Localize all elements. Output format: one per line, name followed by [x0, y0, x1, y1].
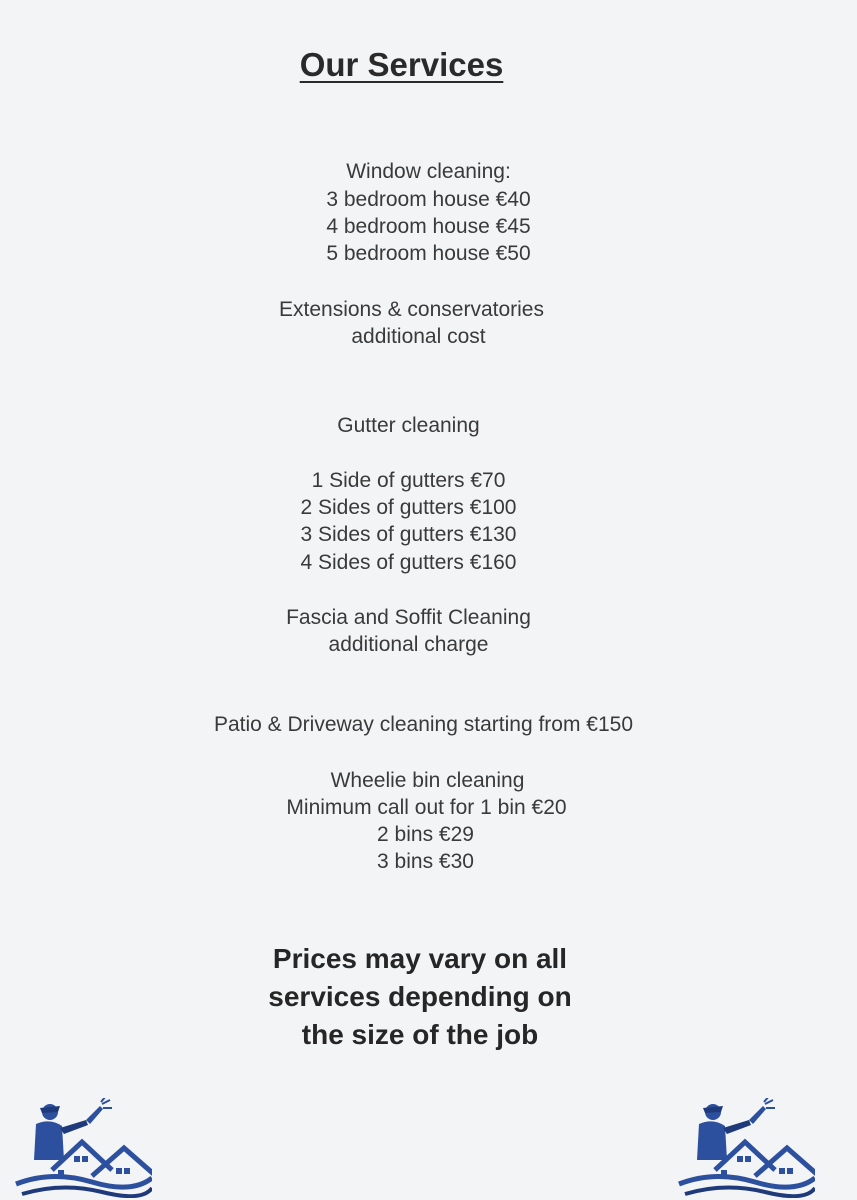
wheelie-bin-heading: Wheelie bin cleaning [330, 769, 525, 792]
window-price-item: 3 bedroom house €40 [326, 188, 531, 211]
bin-price-item: 2 bins €29 [377, 823, 474, 846]
patio-driveway-line: Patio & Driveway cleaning starting from €150 [213, 713, 634, 736]
company-logo-right [675, 1098, 815, 1198]
bin-price-item: 3 bins €30 [377, 850, 474, 873]
window-cleaning-heading: Window cleaning: [346, 160, 511, 183]
gutter-price-item: 4 Sides of gutters €160 [300, 551, 517, 574]
price-disclaimer-line: services depending on [268, 981, 572, 1012]
price-disclaimer-line: the size of the job [301, 1019, 539, 1050]
gutter-price-item: 2 Sides of gutters €100 [300, 496, 517, 519]
window-extra-note: Extensions & conservatories [279, 298, 544, 321]
gutter-extra-note: Fascia and Soffit Cleaning [286, 606, 531, 629]
gutter-cleaning-heading: Gutter cleaning [337, 414, 480, 437]
window-price-item: 5 bedroom house €50 [326, 242, 531, 265]
gutter-price-item: 1 Side of gutters €70 [311, 469, 506, 492]
page-title: Our Services [299, 46, 504, 83]
bin-price-item: Minimum call out for 1 bin €20 [286, 796, 567, 819]
company-logo-left [12, 1098, 152, 1198]
window-extra-note: additional cost [351, 325, 486, 348]
price-disclaimer-line: Prices may vary on all [272, 943, 568, 974]
pressure-washer-house-logo-icon [12, 1098, 152, 1198]
gutter-extra-note: additional charge [328, 633, 489, 656]
gutter-price-item: 3 Sides of gutters €130 [300, 523, 517, 546]
pressure-washer-house-logo-icon [675, 1098, 815, 1198]
window-price-item: 4 bedroom house €45 [326, 215, 531, 238]
